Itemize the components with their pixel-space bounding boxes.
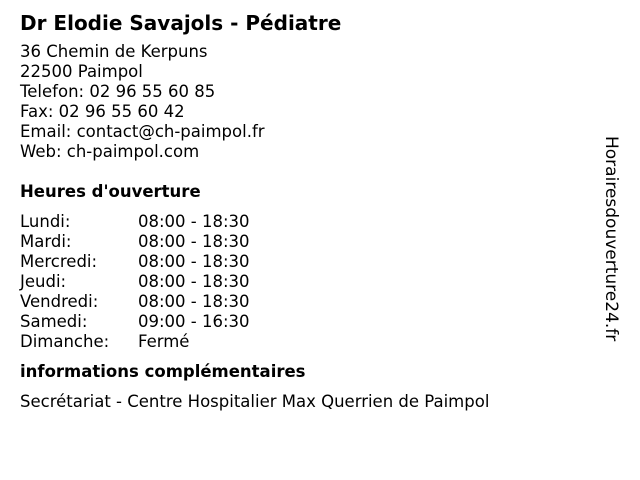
content [20,10,600,412]
fax: Fax: 02 96 55 60 42 [20,102,185,121]
website: Web: ch-paimpol.com [20,142,200,161]
time-range: 08:00 - 18:30 [138,272,250,291]
day-label: Mardi: [20,232,72,251]
hours-row [20,272,600,292]
info-title: informations complémentaires [20,362,306,381]
phone: Telefon: 02 96 55 60 85 [20,82,216,101]
hours-title: Heures d'ouverture [20,182,201,201]
time-range: 08:00 - 18:30 [138,232,250,251]
hours-row [20,292,600,312]
hours-row [20,212,600,232]
day-label: Jeudi: [20,272,67,291]
day-label: Lundi: [20,212,71,231]
info-text: Secrétariat - Centre Hospitalier Max Querrien de Paimpol [20,392,490,411]
street-address: 36 Chemin de Kerpuns [20,42,208,61]
day-label: Dimanche: [20,332,110,351]
day-label: Samedi: [20,312,88,331]
time-range: 09:00 - 16:30 [138,312,250,331]
brand-watermark: Horairesdouverture24.fr [601,136,621,342]
address-block [20,42,600,162]
time-range: 08:00 - 18:30 [138,252,250,271]
time-range: 08:00 - 18:30 [138,292,250,311]
city: 22500 Paimpol [20,62,143,81]
email: Email: contact@ch-paimpol.fr [20,122,265,141]
opening-hours [20,212,600,352]
hours-row [20,252,600,272]
day-label: Mercredi: [20,252,98,271]
hours-row [20,232,600,252]
hours-row [20,312,600,332]
time-range: Fermé [138,332,190,351]
page-title: Dr Elodie Savajols - Pédiatre [20,11,342,35]
day-label: Vendredi: [20,292,99,311]
time-range: 08:00 - 18:30 [138,212,250,231]
hours-row [20,332,600,352]
